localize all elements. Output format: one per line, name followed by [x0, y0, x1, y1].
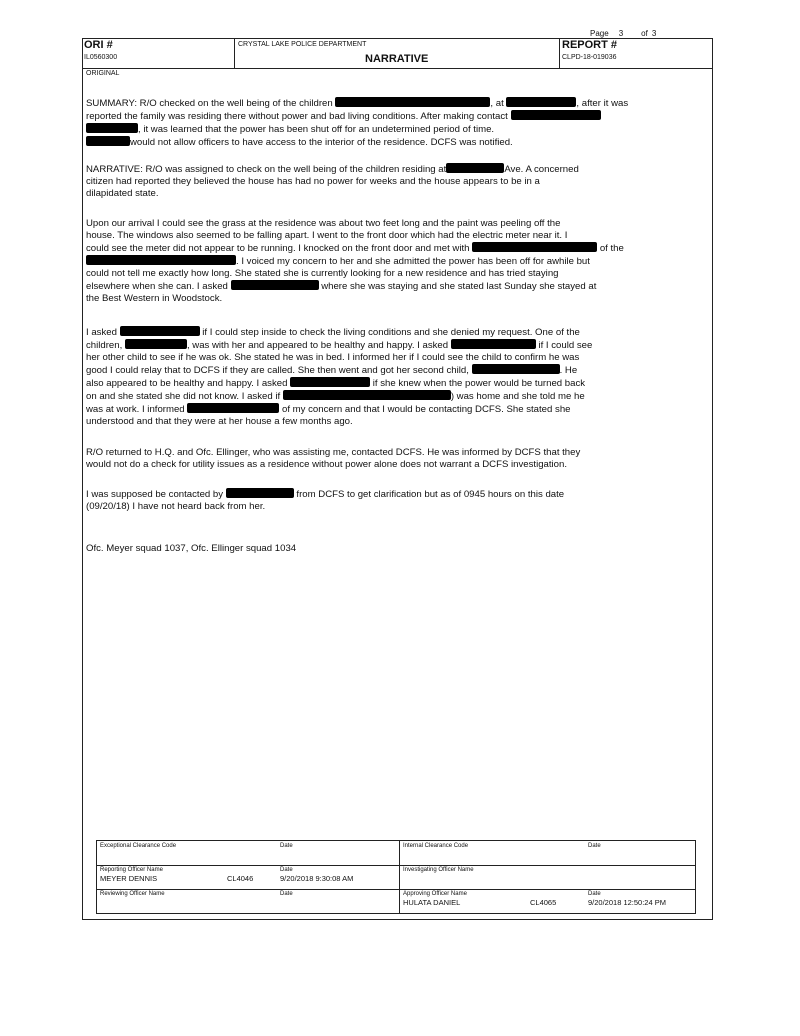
original-label: ORIGINAL — [86, 70, 120, 77]
date-label: Date — [588, 891, 601, 897]
asked-text-13: was at work. I informed — [86, 404, 185, 415]
supposed-paragraph — [86, 488, 700, 513]
reviewing-label: Reviewing Officer Name — [100, 891, 165, 897]
investigating-cell — [399, 865, 696, 889]
redaction — [120, 326, 200, 336]
date-label: Date — [280, 843, 293, 849]
narrative-text-2: Ave. A concerned — [504, 164, 579, 175]
page-current: 3 — [618, 29, 624, 38]
page-number — [590, 29, 666, 38]
returned-paragraph — [86, 447, 700, 471]
reporting-date: 9/20/2018 9:30:08 AM — [280, 874, 354, 883]
asked-text-10: if she knew when the power would be turned back — [372, 378, 586, 389]
summary-text-6: would not allow officers to have access to the interior of the residence. DCFS was notified. — [130, 137, 513, 148]
asked-text-11: on and she stated she did not know. I asked if — [86, 391, 281, 402]
form-title: NARRATIVE — [365, 53, 429, 65]
redaction — [86, 136, 130, 146]
arrival-text-8: where she was staying and she stated last Sunday she stayed at — [321, 281, 597, 292]
approving-date: 9/20/2018 12:50:24 PM — [588, 898, 666, 907]
redaction — [187, 403, 279, 413]
asked-text-2: if I could step inside to check the living conditions and she denied my request. One of the — [202, 327, 580, 338]
returned-text-1: R/O returned to H.Q. and Ofc. Ellinger, who was assisting me, contacted DCFS. He was informed by DCFS that they — [86, 447, 581, 458]
arrival-text-5: . I voiced my concern to her and she admitted the power has been off for awhile but — [236, 256, 590, 267]
ori-value: IL0560300 — [84, 54, 118, 61]
arrival-text-9: the Best Western in Woodstock. — [86, 293, 223, 304]
summary-text-4: reported the family was residing there without power and bad living conditions. After making contact — [86, 111, 508, 122]
asked-text-5: if I could see — [538, 340, 593, 351]
reporting-label: Reporting Officer Name — [100, 867, 163, 873]
asked-text-14: of my concern and that I would be contacting DCFS. She stated she — [281, 404, 571, 415]
internal-cell — [399, 841, 586, 865]
reporting-cell — [97, 865, 277, 889]
report-label: REPORT # — [562, 39, 618, 51]
page-total: 3 — [651, 29, 657, 38]
officers-line: Ofc. Meyer squad 1037, Ofc. Ellinger squad 1034 — [86, 543, 297, 554]
arrival-text-2: house. The windows also seemed to be falling apart. I went to the front door which had the electric meter near it. I — [86, 230, 568, 241]
approving-date-cell — [585, 889, 695, 913]
approving-cell — [399, 889, 586, 913]
exceptional-cell — [97, 841, 277, 865]
arrival-text-3: could see the meter did not appear to be running. I knocked on the front door and met with — [86, 243, 470, 254]
supposed-text-3: (09/20/18) I have not heard back from her. — [86, 501, 266, 512]
summary-text-2: , at — [490, 98, 504, 109]
arrival-text-6: could not tell me exactly how long. She stated she is currently looking for a new residence and has tried staying — [86, 268, 559, 279]
report-number-cell — [559, 38, 714, 68]
investigating-label: Investigating Officer Name — [403, 867, 474, 873]
redaction — [283, 390, 451, 400]
redaction — [290, 377, 370, 387]
redaction — [86, 255, 236, 265]
redaction — [472, 242, 597, 252]
redaction — [511, 110, 601, 120]
redaction — [446, 163, 504, 173]
supposed-text-1: I was supposed be contacted by — [86, 489, 224, 500]
redaction — [226, 488, 294, 498]
narrative-text-1: NARRATIVE: R/O was assigned to check on the well being of the children residing at — [86, 164, 447, 175]
reporting-date-cell — [277, 865, 397, 889]
asked-text-15: understood and that they were at her house a few months ago. — [86, 416, 353, 427]
asked-text-7: good I could relay that to DCFS if they are called. She then went and got her second child, — [86, 365, 469, 376]
asked-text-9: also appeared to be healthy and happy. I asked — [86, 378, 288, 389]
arrival-paragraph — [86, 218, 700, 305]
redaction — [231, 280, 319, 290]
redaction — [86, 123, 138, 133]
approval-row — [97, 889, 695, 913]
asked-text-4: , was with her and appeared to be healthy and happy. I asked — [186, 340, 449, 351]
reviewing-date-cell — [277, 889, 397, 913]
redaction — [472, 364, 560, 374]
summary-text-5: , it was learned that the power has been shut off for an undetermined period of time. — [138, 124, 495, 135]
report-value: CLPD-18-019036 — [562, 54, 617, 61]
exceptional-date-cell — [277, 841, 397, 865]
report-header — [82, 38, 713, 69]
approving-id: CL4065 — [530, 898, 557, 907]
narrative-paragraph — [86, 163, 700, 200]
date-label: Date — [588, 843, 601, 849]
approving-name: HULATA DANIEL — [403, 898, 461, 907]
asked-text-8: . He — [559, 365, 578, 376]
redaction — [506, 97, 576, 107]
officer-row — [97, 865, 695, 890]
date-label: Date — [280, 891, 293, 897]
reporting-id: CL4046 — [227, 874, 254, 883]
returned-text-2: would not do a check for utility issues as a residence without power alone does not warrant a DCFS investigation. — [86, 459, 568, 470]
arrival-text-7: elsewhere when she can. I asked — [86, 281, 228, 292]
summary-text-3: , after it was — [576, 98, 629, 109]
ori-cell — [82, 38, 235, 68]
asked-text-1: I asked — [86, 327, 117, 338]
redaction — [451, 339, 536, 349]
asked-text-12: ) was home and she told me he — [450, 391, 585, 402]
reviewing-cell — [97, 889, 277, 913]
redaction — [335, 97, 490, 107]
supposed-text-2: from DCFS to get clarification but as of 0945 hours on this date — [296, 489, 565, 500]
clearance-row — [97, 841, 695, 866]
reporting-name: MEYER DENNIS — [100, 874, 158, 883]
asked-text-6: her other child to see if he was ok. She stated he was in bed. I informed her if I could see the child to confirm he was — [86, 352, 580, 363]
narrative-text-3: citizen had reported they believed the house has had no power for weeks and the house appears to be in a — [86, 176, 540, 187]
arrival-text-1: Upon our arrival I could see the grass at the residence was about two feet long and the paint was peeling off the — [86, 218, 561, 229]
internal-label: Internal Clearance Code — [403, 843, 469, 849]
clearance-block — [96, 840, 696, 914]
summary-paragraph — [86, 97, 700, 149]
redaction — [125, 339, 187, 349]
date-label: Date — [280, 867, 293, 873]
asked-text-3: children, — [86, 340, 123, 351]
arrival-text-4: of the — [599, 243, 624, 254]
ori-label: ORI # — [84, 39, 113, 51]
page-label: Page — [590, 29, 609, 38]
approving-label: Approving Officer Name — [403, 891, 467, 897]
exceptional-label: Exceptional Clearance Code — [100, 843, 177, 849]
page-of-label: of — [641, 29, 648, 38]
department-name: CRYSTAL LAKE POLICE DEPARTMENT — [238, 41, 367, 48]
narrative-text-4: dilapidated state. — [86, 188, 159, 199]
asked-paragraph — [86, 326, 700, 428]
summary-text-1: SUMMARY: R/O checked on the well being of the children — [86, 98, 333, 109]
internal-date-cell — [585, 841, 695, 865]
